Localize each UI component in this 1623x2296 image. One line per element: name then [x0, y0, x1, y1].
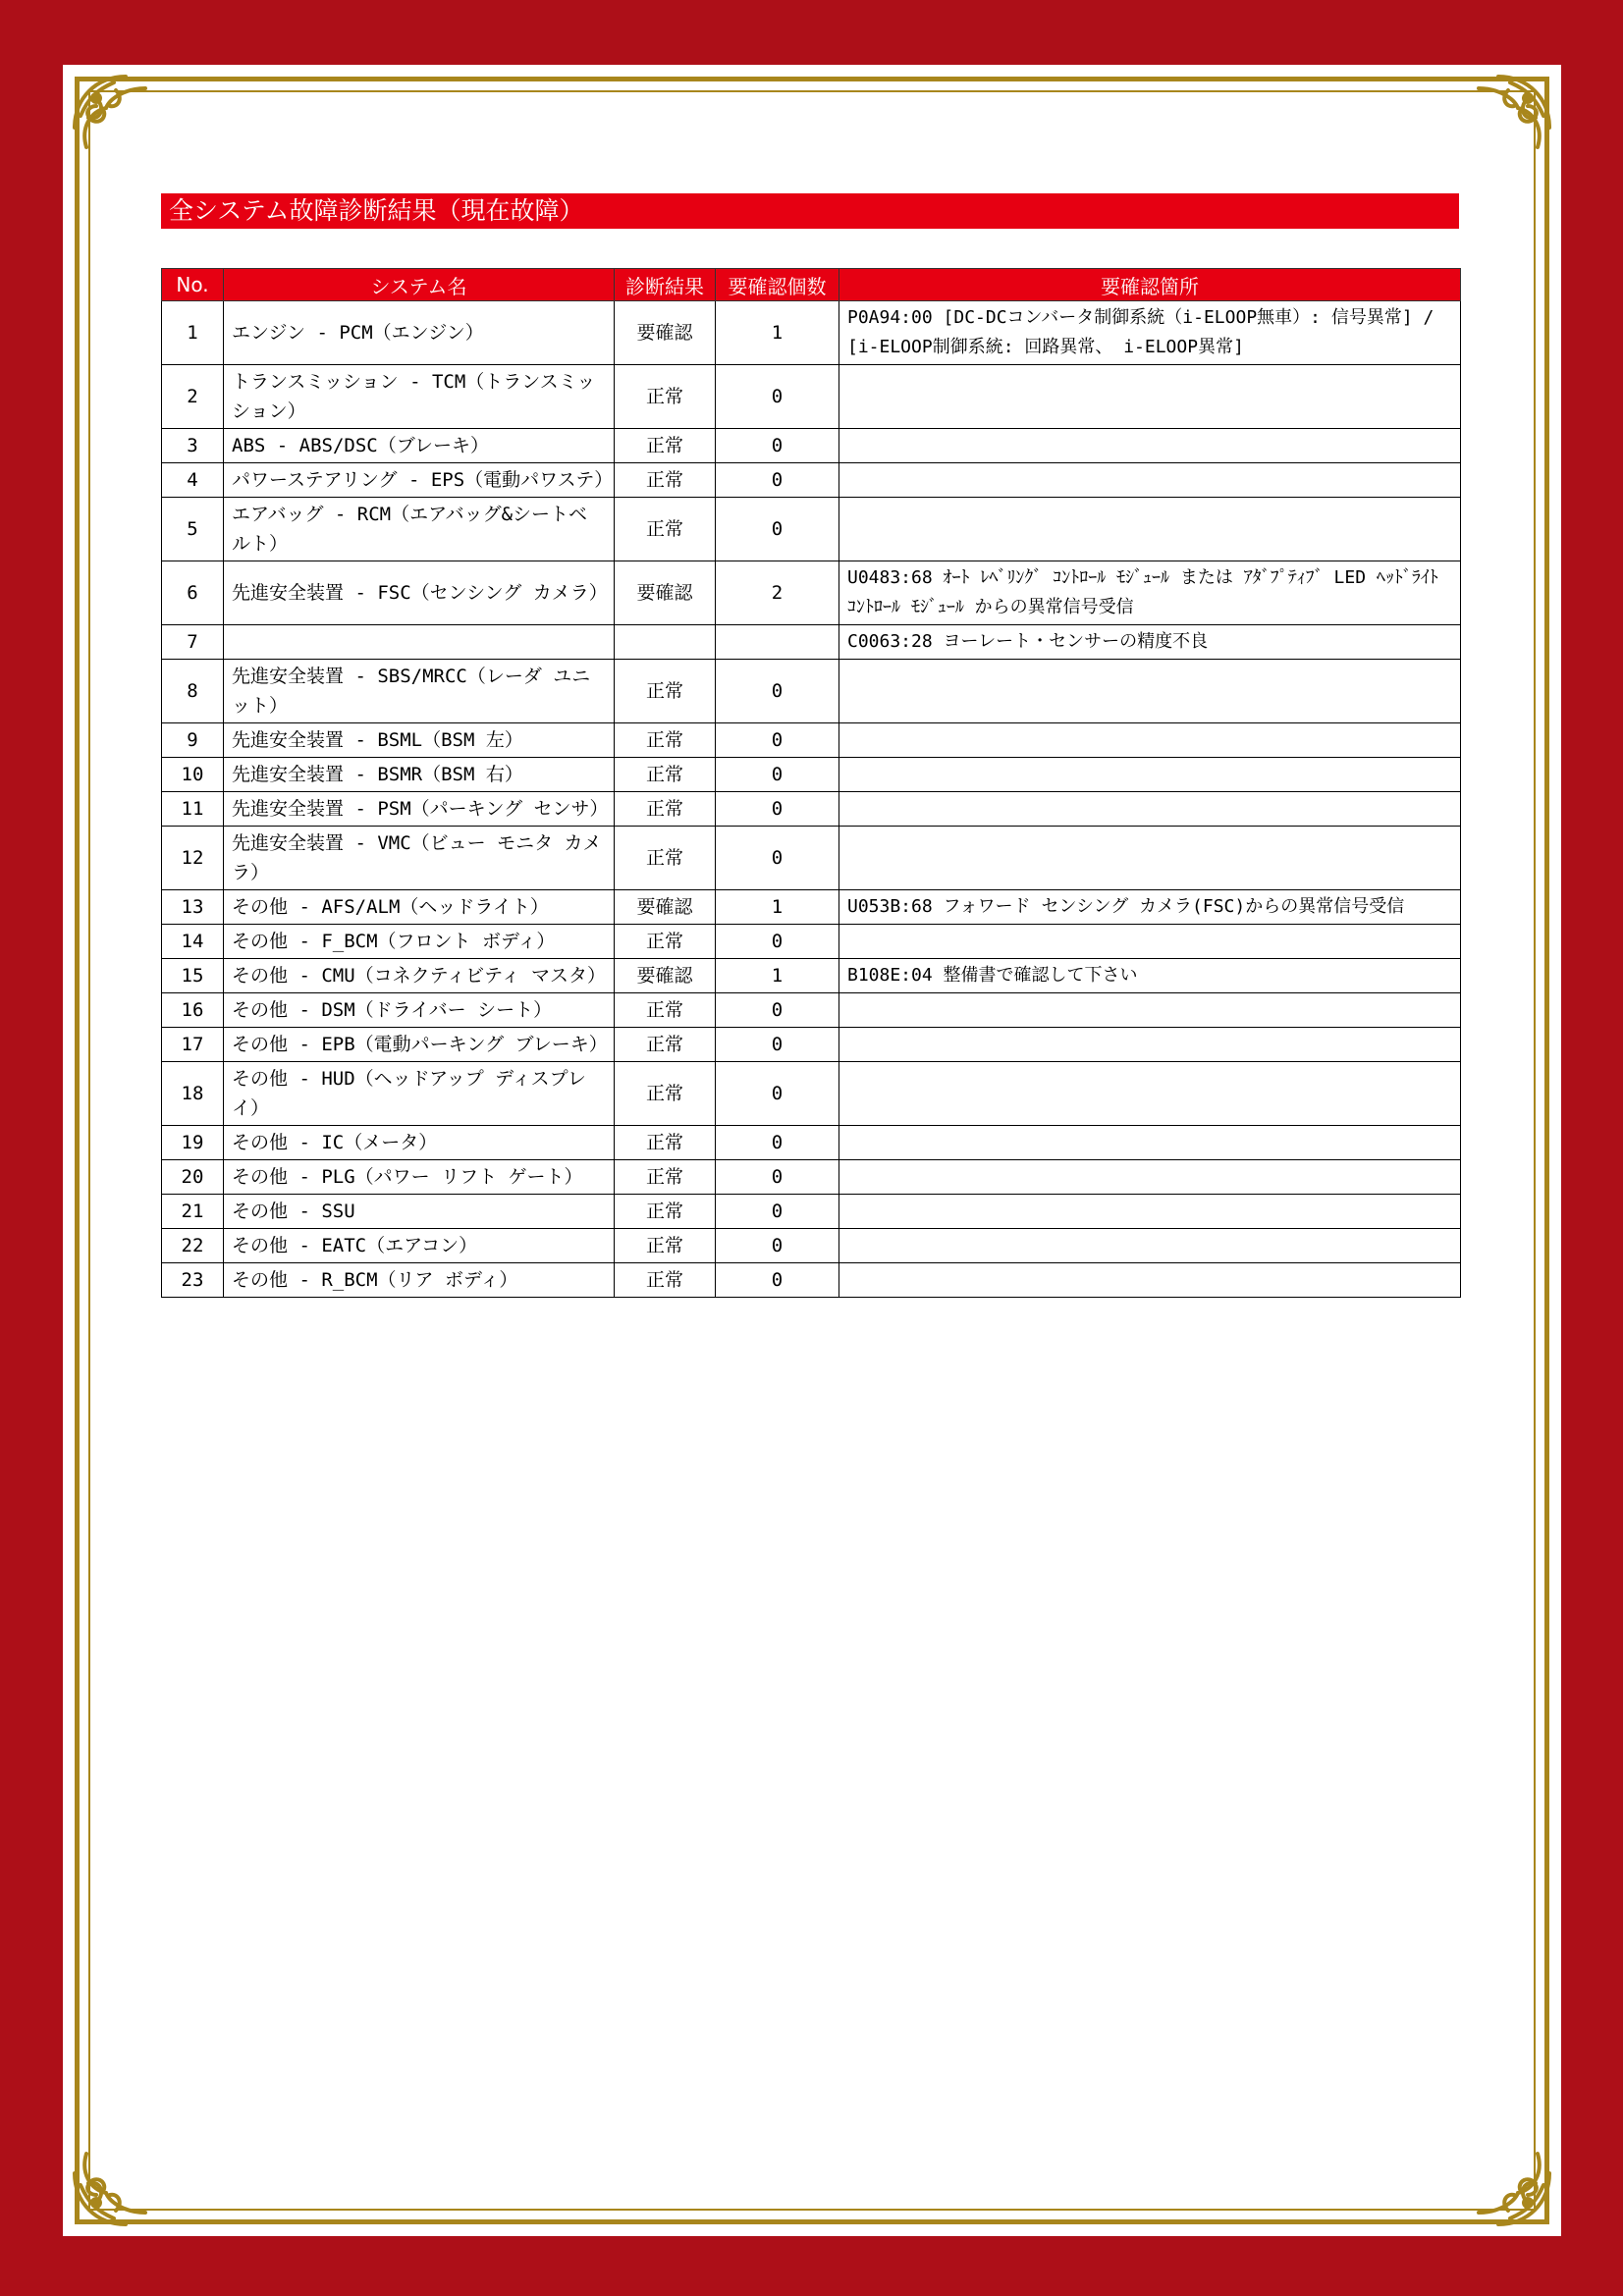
row-no: 3: [162, 429, 224, 463]
row-system-name: その他 - AFS/ALM（ヘッドライト）: [224, 890, 615, 925]
row-no: 5: [162, 498, 224, 561]
table-row: [162, 1160, 1461, 1195]
table-row: [162, 561, 1461, 625]
row-result: [615, 625, 716, 660]
row-detail: [839, 723, 1461, 758]
row-no: 19: [162, 1126, 224, 1160]
row-no: 16: [162, 993, 224, 1028]
row-result: 正常: [615, 429, 716, 463]
row-result: 正常: [615, 1028, 716, 1062]
row-detail: [839, 1195, 1461, 1229]
table-row: [162, 1062, 1461, 1126]
row-system-name: エアバッグ - RCM（エアバッグ&シートベルト）: [224, 498, 615, 561]
table-row: [162, 792, 1461, 827]
row-result: 正常: [615, 1160, 716, 1195]
table-row: [162, 1028, 1461, 1062]
row-count: 0: [716, 429, 839, 463]
header-result: 診断結果: [615, 269, 716, 301]
row-result: 正常: [615, 723, 716, 758]
row-result: 要確認: [615, 301, 716, 365]
row-result: 正常: [615, 498, 716, 561]
row-detail: C0063:28 ヨーレート・センサーの精度不良: [839, 625, 1461, 660]
row-detail: [839, 1028, 1461, 1062]
row-count: 1: [716, 301, 839, 365]
row-detail: P0A94:00 [DC-DCコンバータ制御系統（i-ELOOP無車）: 信号異常] / [i-ELOOP制御系統: 回路異常、 i-ELOOP異常]: [839, 301, 1461, 365]
row-result: 正常: [615, 1263, 716, 1298]
row-detail: [839, 498, 1461, 561]
row-system-name: その他 - F_BCM（フロント ボディ）: [224, 925, 615, 959]
row-count: 1: [716, 890, 839, 925]
row-system-name: 先進安全装置 - SBS/MRCC（レーダ ユニット）: [224, 660, 615, 723]
table-row: [162, 498, 1461, 561]
row-count: 0: [716, 463, 839, 498]
row-no: 14: [162, 925, 224, 959]
row-count: 0: [716, 660, 839, 723]
row-count: 0: [716, 1062, 839, 1126]
row-detail: [839, 1126, 1461, 1160]
row-count: 0: [716, 1126, 839, 1160]
row-system-name: トランスミッション - TCM（トランスミッション）: [224, 365, 615, 429]
row-system-name: その他 - R_BCM（リア ボディ）: [224, 1263, 615, 1298]
row-no: 18: [162, 1062, 224, 1126]
row-no: 4: [162, 463, 224, 498]
page-title: 全システム故障診断結果（現在故障）: [161, 193, 1459, 229]
table-row: [162, 1263, 1461, 1298]
table-row: [162, 1195, 1461, 1229]
table-row: [162, 1229, 1461, 1263]
row-result: 正常: [615, 1195, 716, 1229]
row-system-name: その他 - SSU: [224, 1195, 615, 1229]
header-no: No.: [162, 269, 224, 301]
row-system-name: ABS - ABS/DSC（ブレーキ）: [224, 429, 615, 463]
diagnosis-table: [161, 268, 1461, 1298]
row-count: 0: [716, 1195, 839, 1229]
row-no: 17: [162, 1028, 224, 1062]
row-result: 正常: [615, 792, 716, 827]
row-detail: U0483:68 ｵｰﾄ ﾚﾍﾞﾘﾝｸﾞ ｺﾝﾄﾛｰﾙ ﾓｼﾞｭｰﾙ または ｱﾀﾞﾌﾟﾃｨﾌﾞ LED ﾍｯﾄﾞﾗｲﾄ ｺﾝﾄﾛｰﾙ ﾓｼﾞｭｰﾙ からの異常信号受信: [839, 561, 1461, 625]
row-result: 正常: [615, 827, 716, 890]
table-row: [162, 723, 1461, 758]
row-result: 正常: [615, 1062, 716, 1126]
table-row: [162, 993, 1461, 1028]
row-no: 10: [162, 758, 224, 792]
table-header-row: [162, 269, 1461, 301]
row-system-name: その他 - HUD（ヘッドアップ ディスプレイ）: [224, 1062, 615, 1126]
row-no: 23: [162, 1263, 224, 1298]
row-result: 要確認: [615, 959, 716, 993]
row-detail: [839, 1160, 1461, 1195]
row-no: 9: [162, 723, 224, 758]
row-result: 正常: [615, 1126, 716, 1160]
row-detail: [839, 925, 1461, 959]
row-result: 正常: [615, 660, 716, 723]
row-count: 0: [716, 1263, 839, 1298]
ornament-corner-icon: [1459, 2134, 1557, 2232]
row-system-name: その他 - DSM（ドライバー シート）: [224, 993, 615, 1028]
header-system: システム名: [224, 269, 615, 301]
row-no: 7: [162, 625, 224, 660]
row-no: 11: [162, 792, 224, 827]
report-sheet: [63, 65, 1561, 2236]
row-count: 2: [716, 561, 839, 625]
ornament-corner-icon: [67, 2134, 165, 2232]
row-no: 6: [162, 561, 224, 625]
header-detail: 要確認箇所: [839, 269, 1461, 301]
row-detail: U053B:68 フォワード センシング カメラ(FSC)からの異常信号受信: [839, 890, 1461, 925]
row-no: 13: [162, 890, 224, 925]
row-count: 0: [716, 1028, 839, 1062]
row-count: 0: [716, 827, 839, 890]
table-row: [162, 429, 1461, 463]
row-result: 正常: [615, 925, 716, 959]
row-count: 0: [716, 365, 839, 429]
row-system-name: 先進安全装置 - FSC（センシング カメラ）: [224, 561, 615, 625]
row-detail: [839, 365, 1461, 429]
table-row: [162, 365, 1461, 429]
row-system-name: その他 - EATC（エアコン）: [224, 1229, 615, 1263]
row-no: 2: [162, 365, 224, 429]
row-result: 正常: [615, 463, 716, 498]
row-count: [716, 625, 839, 660]
ornament-corner-icon: [67, 69, 165, 167]
row-no: 20: [162, 1160, 224, 1195]
row-detail: [839, 827, 1461, 890]
row-detail: [839, 1062, 1461, 1126]
row-no: 22: [162, 1229, 224, 1263]
row-system-name: その他 - CMU（コネクティビティ マスタ）: [224, 959, 615, 993]
row-detail: [839, 463, 1461, 498]
row-system-name: 先進安全装置 - VMC（ビュー モニタ カメラ）: [224, 827, 615, 890]
row-detail: [839, 429, 1461, 463]
row-system-name: その他 - IC（メータ）: [224, 1126, 615, 1160]
table-row: [162, 660, 1461, 723]
row-system-name: 先進安全装置 - BSMR（BSM 右）: [224, 758, 615, 792]
row-count: 0: [716, 993, 839, 1028]
table-row: [162, 625, 1461, 660]
row-detail: [839, 758, 1461, 792]
table-row: [162, 827, 1461, 890]
row-count: 0: [716, 758, 839, 792]
row-count: 0: [716, 723, 839, 758]
row-detail: [839, 1229, 1461, 1263]
row-detail: [839, 792, 1461, 827]
row-no: 15: [162, 959, 224, 993]
ornament-corner-icon: [1459, 69, 1557, 167]
row-result: 要確認: [615, 890, 716, 925]
table-row: [162, 463, 1461, 498]
row-no: 12: [162, 827, 224, 890]
table-row: [162, 890, 1461, 925]
row-result: 正常: [615, 758, 716, 792]
row-count: 0: [716, 1160, 839, 1195]
table-row: [162, 301, 1461, 365]
table-row: [162, 758, 1461, 792]
row-system-name: 先進安全装置 - PSM（パーキング センサ）: [224, 792, 615, 827]
row-detail: B108E:04 整備書で確認して下さい: [839, 959, 1461, 993]
row-count: 0: [716, 498, 839, 561]
row-system-name: その他 - EPB（電動パーキング ブレーキ）: [224, 1028, 615, 1062]
row-count: 1: [716, 959, 839, 993]
row-no: 8: [162, 660, 224, 723]
row-result: 正常: [615, 993, 716, 1028]
header-count: 要確認個数: [716, 269, 839, 301]
row-count: 0: [716, 792, 839, 827]
row-detail: [839, 660, 1461, 723]
table-row: [162, 959, 1461, 993]
row-system-name: [224, 625, 615, 660]
row-detail: [839, 993, 1461, 1028]
row-count: 0: [716, 1229, 839, 1263]
row-count: 0: [716, 925, 839, 959]
table-row: [162, 925, 1461, 959]
row-system-name: パワーステアリング - EPS（電動パワステ）: [224, 463, 615, 498]
row-result: 要確認: [615, 561, 716, 625]
table-row: [162, 1126, 1461, 1160]
row-result: 正常: [615, 1229, 716, 1263]
row-detail: [839, 1263, 1461, 1298]
row-system-name: 先進安全装置 - BSML（BSM 左）: [224, 723, 615, 758]
row-system-name: エンジン - PCM（エンジン）: [224, 301, 615, 365]
row-result: 正常: [615, 365, 716, 429]
row-no: 21: [162, 1195, 224, 1229]
row-no: 1: [162, 301, 224, 365]
row-system-name: その他 - PLG（パワー リフト ゲート）: [224, 1160, 615, 1195]
